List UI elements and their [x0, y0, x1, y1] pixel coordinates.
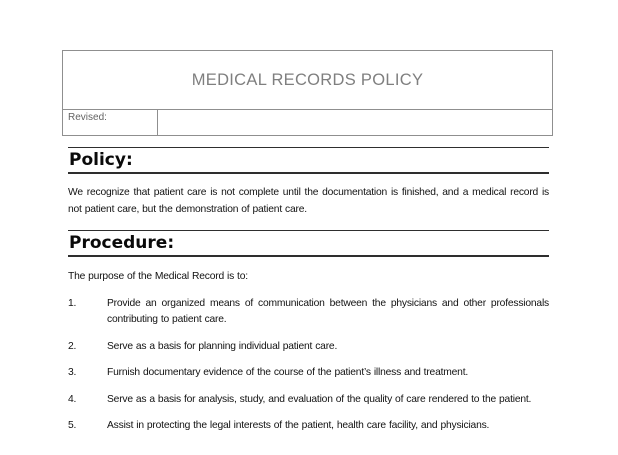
list-item-text: Furnish documentary evidence of the course of the patient’s illness and treatment. — [107, 367, 469, 378]
revised-label-cell — [63, 110, 158, 135]
list-item-text: Provide an organized means of communication between the physicians and other professionals contributing to patient care. — [107, 297, 549, 325]
list-item — [68, 296, 549, 329]
list-item — [68, 339, 549, 356]
list-item — [68, 365, 549, 382]
list-item — [68, 418, 549, 435]
procedure-intro: The purpose of the Medical Record is to: — [68, 271, 248, 282]
list-item-number: 1. — [68, 297, 77, 309]
procedure-section-heading: Procedure: — [68, 230, 549, 257]
revised-row — [63, 110, 552, 135]
list-item-text: Serve as a basis for analysis, study, and evaluation of the quality of care rendered to the patient. — [107, 393, 532, 405]
revised-label: Revised: — [68, 112, 107, 123]
list-item-text: Assist in protecting the legal interests of the patient, health care facility, and physicians. — [107, 420, 490, 431]
procedure-list — [68, 296, 549, 435]
list-item-number: 2. — [68, 340, 77, 352]
list-item — [68, 392, 549, 409]
list-item-number: 3. — [68, 367, 77, 378]
page-title: MEDICAL RECORDS POLICY — [191, 70, 424, 89]
document-body — [68, 147, 549, 435]
policy-paragraph: We recognize that patient care is not complete until the documentation is finished, and a medical record is not patient care, but the demonstration of patient care. — [68, 187, 549, 215]
revised-value-cell — [158, 110, 552, 135]
title-row — [63, 51, 552, 110]
policy-section-heading: Policy: — [68, 147, 549, 174]
list-item-number: 4. — [68, 393, 77, 405]
policy-header-table — [62, 50, 553, 136]
list-item-text: Serve as a basis for planning individual patient care. — [107, 340, 338, 352]
list-item-number: 5. — [68, 420, 77, 431]
